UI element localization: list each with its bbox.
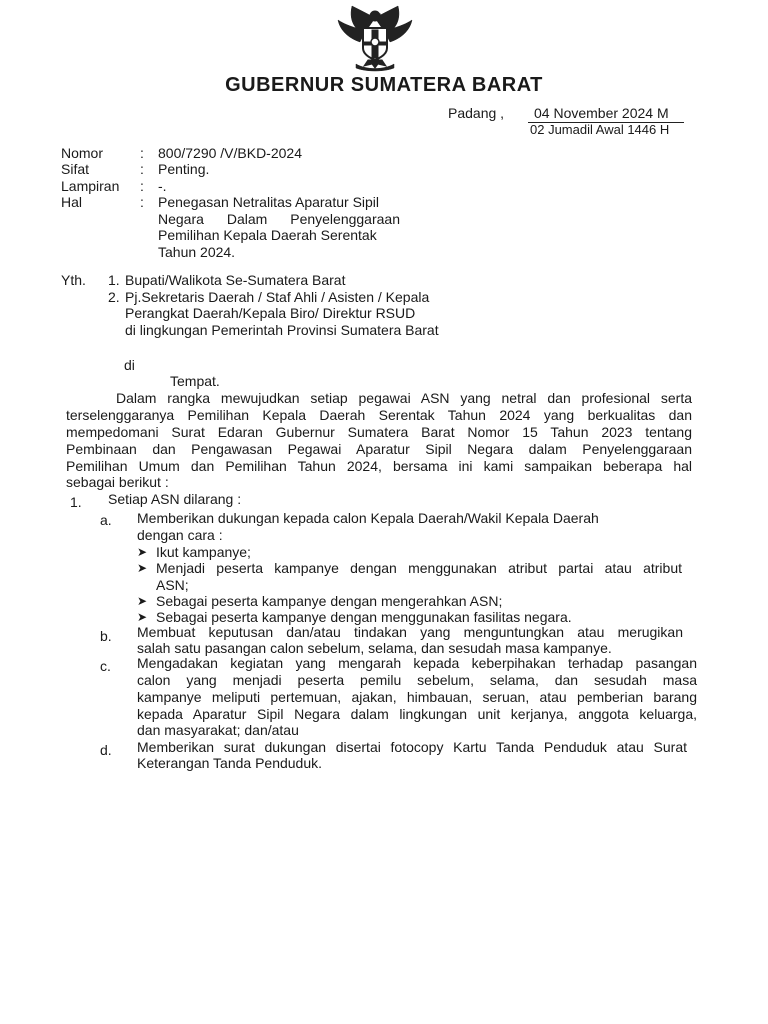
- sub-text: kampanye meliputi pertemuan, ajakan, himbauan, seruan, atau pemberian barang: [137, 689, 697, 705]
- bullet-text: Sebagai peserta kampanye dengan mengerahkan ASN;: [156, 593, 503, 609]
- recipient-yth: Yth.: [61, 272, 86, 288]
- sub-letter: c.: [100, 658, 111, 674]
- sub-text: salah satu pasangan calon sebelum, selama, dan sesudah masa kampanye.: [137, 640, 612, 656]
- subject-line: Tahun 2024.: [158, 244, 236, 260]
- meta-label-sifat: Sifat: [61, 161, 90, 177]
- bullet-text: ASN;: [156, 577, 189, 593]
- meta-label-lampiran: Lampiran: [61, 178, 120, 194]
- sub-text: Keterangan Tanda Penduduk.: [137, 755, 323, 771]
- sub-text: Memberikan surat dukungan disertai fotocopy Kartu Tanda Penduduk atau Surat: [137, 739, 687, 755]
- meta-value-hal: Penegasan Netralitas Aparatur Sipil: [158, 194, 380, 210]
- sub-text: Membuat keputusan dan/atau tindakan yang menguntungkan atau merugikan: [137, 624, 683, 640]
- date-place: Padang ,: [448, 105, 505, 121]
- letterhead-title: GUBERNUR SUMATERA BARAT: [225, 74, 543, 96]
- arrowhead-bullet-icon: ➤: [137, 610, 148, 624]
- intro-line: Dalam rangka mewujudkan setiap pegawai ASN yang netral dan profesional serta: [116, 390, 692, 406]
- sub-text: calon yang menjadi peserta pemilu sebelum, selama, dan sesudah masa: [137, 672, 697, 688]
- arrowhead-bullet-icon: ➤: [137, 594, 148, 608]
- recipient-number: 2.: [108, 289, 120, 305]
- meta-colon: :: [140, 145, 144, 161]
- recipient-text: di lingkungan Pemerintah Provinsi Sumatera Barat: [125, 322, 439, 338]
- meta-value-sifat: Penting.: [158, 161, 210, 177]
- intro-line: mempedomani Surat Edaran Gubernur Sumatera Barat Nomor 15 Tahun 2023 tentang: [66, 424, 692, 440]
- intro-line: sebagai berikut :: [66, 474, 169, 490]
- recipient-number: 1.: [108, 272, 120, 288]
- sub-text: Mengadakan kegiatan yang mengarah kepada keberpihakan terhadap pasangan: [137, 655, 697, 671]
- garuda-pancasila-emblem: [330, 4, 420, 72]
- meta-label-hal: Hal: [61, 194, 83, 210]
- meta-colon: :: [140, 178, 144, 194]
- sub-text: dan masyarakat; dan/atau: [137, 722, 299, 738]
- meta-colon: :: [140, 194, 144, 210]
- recipient-text: Bupati/Walikota Se-Sumatera Barat: [125, 272, 346, 288]
- point-number: 1.: [70, 494, 82, 510]
- meta-value-nomor: 800/7290 /V/BKD-2024: [158, 145, 302, 161]
- sub-text: kepada Aparatur Sipil Negara dalam lingkungan unit kerjanya, anggota keluarga,: [137, 706, 697, 722]
- subject-line: Pemilihan Kepala Daerah Serentak: [158, 227, 377, 243]
- arrowhead-bullet-icon: ➤: [137, 561, 148, 575]
- sub-letter: b.: [100, 628, 112, 644]
- bullet-text: Ikut kampanye;: [156, 544, 251, 560]
- bullet-text: Menjadi peserta kampanye dengan menggunakan atribut partai atau atribut: [156, 560, 682, 576]
- sub-text: Memberikan dukungan kepada calon Kepala Daerah/Wakil Kepala Daerah: [137, 510, 599, 526]
- meta-label-nomor: Nomor: [61, 145, 104, 161]
- meta-value-lampiran: -.: [158, 178, 167, 194]
- subject-line: Negara Dalam Penyelenggaraan: [158, 211, 400, 227]
- point-text: Setiap ASN dilarang :: [108, 491, 242, 507]
- date-hijri: 02 Jumadil Awal 1446 H: [530, 122, 670, 137]
- meta-colon: :: [140, 161, 144, 177]
- recipient-tempat: Tempat.: [170, 373, 220, 389]
- date-gregorian: 04 November 2024 M: [534, 105, 669, 121]
- sub-text: dengan cara :: [137, 527, 223, 543]
- arrowhead-bullet-icon: ➤: [137, 545, 148, 559]
- sub-letter: d.: [100, 742, 112, 758]
- sub-letter: a.: [100, 512, 112, 528]
- intro-line: terselenggaranya Pemilihan Kepala Daerah Serentak Tahun 2024 yang berkualitas dan: [66, 407, 692, 423]
- recipient-text: Pj.Sekretaris Daerah / Staf Ahli / Asisten / Kepala: [125, 289, 430, 305]
- intro-line: Pembinaan dan Pengawasan Pegawai Aparatur Sipil Negara dalam Penyelenggaraan: [66, 441, 692, 457]
- recipient-text: Perangkat Daerah/Kepala Biro/ Direktur RSUD: [125, 305, 416, 321]
- intro-line: Pemilihan Umum dan Pemilihan Tahun 2024, bersama ini kami sampaikan beberapa hal: [66, 458, 692, 474]
- bullet-text: Sebagai peserta kampanye dengan menggunakan fasilitas negara.: [156, 609, 572, 625]
- recipient-di: di: [124, 357, 135, 373]
